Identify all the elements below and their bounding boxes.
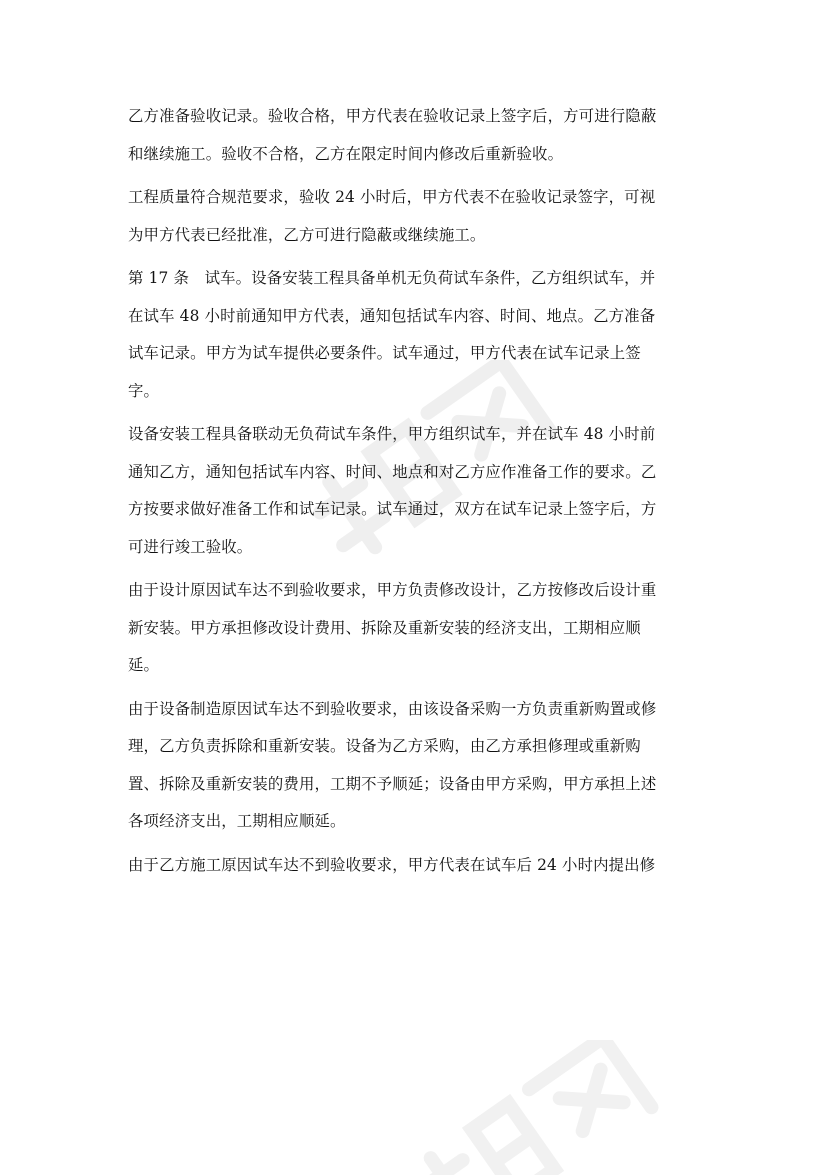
text-line: 设备安装工程具备联动无负荷试车条件，甲方组织试车，并在试车 48 小时前 — [128, 425, 656, 443]
text-line: 延。 — [128, 656, 160, 674]
paragraph-acceptance-record — [128, 98, 708, 173]
text-line: 由于乙方施工原因试车达不到验收要求，甲方代表在试车后 24 小时内提出修 — [128, 855, 656, 874]
paragraph-article-17-single-test — [128, 260, 708, 410]
text-line: 字。 — [128, 381, 160, 400]
text-line: 方按要求做好准备工作和试车记录。试车通过，双方在试车记录上签字后，方 — [128, 500, 657, 518]
text-line: 置、拆除及重新安装的费用，工期不予顺延；设备由甲方采购，甲方承担上述 — [128, 774, 657, 793]
text-line: 新安装。甲方承担修改设计费用、拆除及重新安装的经济支出，工期相应顺 — [128, 618, 641, 637]
text-line: 可进行竣工验收。 — [128, 537, 253, 556]
text-line: 乙方准备验收记录。验收合格，甲方代表在验收记录上签字后，方可进行隐蔽 — [128, 107, 657, 125]
zhiwang-watermark-icon-bottom — [380, 1040, 660, 1175]
text-line: 由于设备制造原因试车达不到验收要求，由该设备采购一方负责重新购置或修 — [128, 699, 657, 718]
text-line: 和继续施工。验收不合格，乙方在限定时间内修改后重新验收。 — [128, 144, 564, 163]
text-line: 为甲方代表已经批准，乙方可进行隐蔽或继续施工。 — [128, 225, 486, 244]
paragraph-construction-cause — [128, 847, 708, 885]
text-line: 通知乙方，通知包括试车内容、时间、地点和对乙方应作准备工作的要求。乙 — [128, 462, 657, 481]
paragraph-quality-approval — [128, 179, 708, 254]
text-line: 第 17 条 试车。设备安装工程具备单机无负荷试车条件，乙方组织试车，并 — [128, 269, 656, 287]
text-line: 理，乙方负责拆除和重新安装。设备为乙方采购，由乙方承担修理或重新购 — [128, 737, 641, 755]
text-line: 试车记录。甲方为试车提供必要条件。试车通过，甲方代表在试车记录上签 — [128, 344, 641, 362]
paragraph-design-cause — [128, 572, 708, 685]
text-line: 在试车 48 小时前通知甲方代表，通知包括试车内容、时间、地点。乙方准备 — [128, 306, 656, 325]
text-line: 工程质量符合规范要求，验收 24 小时后，甲方代表不在验收记录签字，可视 — [128, 188, 656, 206]
paragraph-manufacturing-cause — [128, 691, 708, 841]
text-line: 各项经济支出，工期相应顺延。 — [128, 812, 346, 830]
document-body — [128, 98, 708, 890]
paragraph-linked-test — [128, 416, 708, 566]
text-line: 由于设计原因试车达不到验收要求，甲方负责修改设计，乙方按修改后设计重 — [128, 581, 657, 599]
